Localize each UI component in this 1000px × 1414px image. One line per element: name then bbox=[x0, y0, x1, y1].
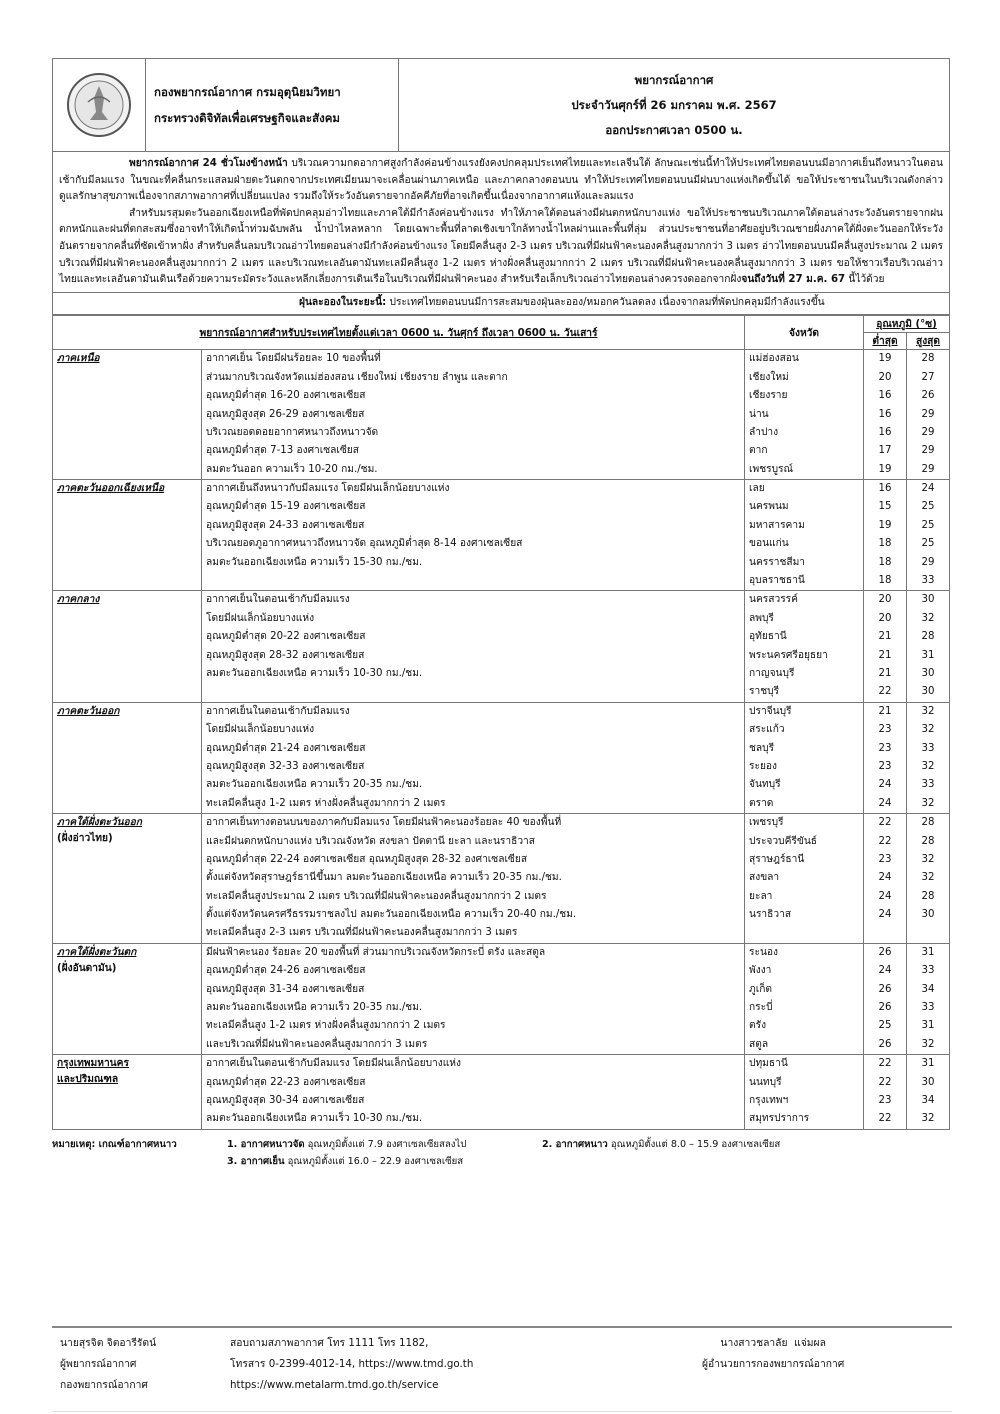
note-3 bbox=[227, 1153, 463, 1170]
region-forecast bbox=[202, 702, 745, 813]
forecast-line: อุณหภูมิต่ำสุด 21-24 องศาเซลเซียส bbox=[206, 742, 366, 754]
note-3-title: 3. อากาศเย็น bbox=[227, 1155, 285, 1167]
dust-paragraph bbox=[53, 292, 949, 312]
forecast-line: ลมตะวันออกเฉียงเหนือ ความเร็ว 20-35 กม./ชม. bbox=[206, 1002, 423, 1014]
min-temp: 18 bbox=[878, 575, 892, 587]
forecast-line: อุณหภูมิต่ำสุด 7-13 องศาเซลเซียส bbox=[206, 445, 359, 457]
max-temp: 24 bbox=[921, 483, 935, 495]
max-temp: 32 bbox=[921, 705, 935, 717]
province-name: สุราษฎร์ธานี bbox=[749, 853, 805, 865]
region-row bbox=[53, 943, 950, 1054]
province-name: ประจวบคีรีขันธ์ bbox=[749, 835, 817, 847]
min-temp: 21 bbox=[878, 705, 892, 717]
note-1-title: 1. อากาศหนาวจัด bbox=[227, 1138, 305, 1150]
min-temp: 21 bbox=[878, 631, 892, 643]
region-forecast bbox=[202, 480, 745, 591]
min-temp-column bbox=[864, 702, 907, 813]
max-temp: 25 bbox=[921, 538, 935, 550]
document-title: พยากรณ์อากาศ bbox=[634, 72, 714, 87]
forecast-line: โดยมีฝนเล็กน้อยบางแห่ง bbox=[206, 724, 315, 736]
forecast-line: บริเวณยอดดอยอากาศหนาวถึงหนาวจัด bbox=[206, 426, 379, 438]
min-temp: 22 bbox=[878, 835, 892, 847]
summary-text-2: สำหรับมรสุมตะวันออกเฉียงเหนือที่พัดปกคลุมอ่าวไทยและภาคใต้มีกำลังค่อนข้างแรง ทำให้ภาคใต้ตอนล่างมีฝนตกหนักบางแห่ง ขอให้ประชาชนบริเวณภาคใต้ตอนล่างระวังอันตรายจากฝนตกหนักและฝนที่ตกสะสมซึ่งอาจทำให้เกิดน้ำท่วมฉับพลัน น้ำป่าไหลหลาก โดยเฉพาะพื้นที่ลาดเชิงเขาใกล้ทางน้ำไหลผ่านและพื้นที่ลุ่ม ส่วนประชาชนที่อาศัยอยู่บริเวณชายฝั่งภาคใต้ฝั่งตะวันออกให้ระวังอันตรายจากคลื่นที่ซัดเข้าหาฝั่ง สำหรับคลื่นลมบริเวณอ่าวไทยตอนล่างมีกำลังค่อนข้างแรง โดยมีคลื่นสูง 2-3 เมตร บริเวณที่มีฝนฟ้าคะนองคลื่นสูงมากกว่า 3 เมตร อ่าวไทยตอนบนมีคลื่นสูงประมาณ 2 เมตร บริเวณที่มีฝนฟ้าคะนองคลื่นสูงมากกว่า 2 เมตร และบริเวณทะเลอันดามันทะเลมีคลื่นสูง 1-2 เมตร ห่างฝั่งคลื่นสูงมากกว่า 2 เมตร บริเวณที่มีฝนฟ้าคะนองคลื่นสูงมากกว่า 3 เมตร ขอให้ชาวเรือบริเวณอ่าวไทยและทะเลอันดามันเดินเรือด้วยความระมัดระวังและหลีกเลี่ยงการเดินเรือในบริเวณที่มีฝนฟ้าคะนอง สำหรับเรือเล็กบริเวณอ่าวไทยตอนล่างควรงดออกจากฝั่ง bbox=[59, 207, 943, 286]
province-name: นนทบุรี bbox=[749, 1076, 782, 1088]
region-name-cell bbox=[53, 480, 202, 591]
min-temp: 23 bbox=[878, 853, 892, 865]
region-name: ภาคใต้ฝั่งตะวันออก bbox=[57, 817, 142, 829]
region-name: ภาคกลาง bbox=[57, 594, 100, 606]
max-temp-column bbox=[907, 702, 950, 813]
max-temp-column bbox=[907, 814, 950, 944]
note-1 bbox=[227, 1136, 466, 1153]
director-name: นางสาวชลาลัย แจ่มผล bbox=[720, 1337, 826, 1349]
min-temp: 18 bbox=[878, 538, 892, 550]
max-temp: 29 bbox=[921, 445, 935, 457]
province-column bbox=[745, 943, 864, 1054]
summary-heading: พยากรณ์อากาศ 24 ชั่วโมงข้างหน้า bbox=[129, 158, 288, 169]
max-temp: 32 bbox=[921, 1113, 935, 1125]
province-name: ลพบุรี bbox=[749, 612, 774, 624]
region-row bbox=[53, 350, 950, 480]
min-temp: 24 bbox=[878, 890, 892, 902]
region-forecast bbox=[202, 943, 745, 1054]
forecast-line: บริเวณยอดภูอากาศหนาวถึงหนาวจัด อุณหภูมิต่ำสุด 8-14 องศาเซลเซียส bbox=[206, 538, 523, 550]
min-temp-column bbox=[864, 350, 907, 480]
forecast-line: และบริเวณที่มีฝนฟ้าคะนองคลื่นสูงมากกว่า 3 เมตร bbox=[206, 1038, 428, 1050]
max-temp: 25 bbox=[921, 501, 935, 513]
forecast-line: อุณหภูมิสูงสุด 30-34 องศาเซลเซียส bbox=[206, 1094, 365, 1106]
province-name: นราธิวาส bbox=[749, 909, 792, 921]
max-temp: 30 bbox=[921, 1076, 935, 1088]
min-temp: 22 bbox=[878, 1113, 892, 1125]
max-temp-column bbox=[907, 480, 950, 591]
forecast-table bbox=[52, 315, 950, 1129]
forecast-line: อุณหภูมิสูงสุด 31-34 องศาเซลเซียส bbox=[206, 983, 365, 995]
max-temp: 28 bbox=[921, 835, 935, 847]
min-temp: 16 bbox=[878, 426, 892, 438]
min-temp: 16 bbox=[878, 483, 892, 495]
org-line-1: กองพยากรณ์อากาศ กรมอุตุนิยมวิทยา bbox=[154, 85, 341, 99]
max-temp: 33 bbox=[921, 1002, 935, 1014]
region-forecast bbox=[202, 591, 745, 702]
province-name: สมุทรปราการ bbox=[749, 1113, 810, 1125]
min-temp: 24 bbox=[878, 779, 892, 791]
province-name: ระยอง bbox=[749, 760, 778, 772]
region-name-cell bbox=[53, 814, 202, 944]
min-temp: 22 bbox=[878, 1058, 892, 1070]
max-temp: 33 bbox=[921, 965, 935, 977]
max-temp-column bbox=[907, 591, 950, 702]
province-name: ตรัง bbox=[749, 1020, 767, 1032]
region-forecast bbox=[202, 814, 745, 944]
province-name: ตาก bbox=[749, 445, 768, 457]
region-subname: (ฝั่งอ่าวไทย) bbox=[57, 833, 113, 845]
province-name: อุบลราชธานี bbox=[749, 575, 805, 587]
province-name: นครราชสีมา bbox=[749, 556, 806, 568]
note-2 bbox=[542, 1136, 780, 1153]
region-row bbox=[53, 1055, 950, 1130]
province-name: เชียงใหม่ bbox=[749, 371, 789, 383]
region-row bbox=[53, 480, 950, 591]
summary-text-1: บริเวณความกดอากาศสูงกำลังค่อนข้างแรงยังคงปกคลุมประเทศไทยและทะเลจีนใต้ ลักษณะเช่นนี้ทำให้ประเทศไทยตอนบนมีอากาศเย็นถึงหนาวในตอนเช้ากับมีลมแรง ในขณะที่คลื่นกระแสลมฝ่ายตะวันตกจากประเทศเมียนมาจะเคลื่อนผ่านภาคเหนือ และภาคกลางตอนบน ทำให้ประเทศไทยตอนบนมีฝนบางแห่งเกิดขึ้นได้ ขอให้ประชาชนในบริเวณดังกล่าวดูแลรักษาสุขภาพเนื่องจากสภาพอากาศที่เปลี่ยนแปลง รวมถึงให้ระวังอันตรายจากอัคคีภัยที่อาจเกิดขึ้นเนื่องจากอากาศแห้งและลมแรง bbox=[59, 158, 943, 203]
min-temp: 22 bbox=[878, 686, 892, 698]
province-name: เพชรบูรณ์ bbox=[749, 463, 793, 475]
forecast-line: อุณหภูมิสูงสุด 28-32 องศาเซลเซียส bbox=[206, 649, 365, 661]
region-name-cell bbox=[53, 350, 202, 480]
min-temp-header bbox=[864, 333, 907, 350]
min-temp: 24 bbox=[878, 872, 892, 884]
min-temp: 23 bbox=[878, 742, 892, 754]
province-name: ภูเก็ต bbox=[749, 983, 772, 995]
footer-divider bbox=[52, 1326, 952, 1328]
min-temp: 19 bbox=[878, 463, 892, 475]
max-temp: 34 bbox=[921, 983, 935, 995]
document-header bbox=[52, 58, 950, 152]
forecast-line: ส่วนมากบริเวณจังหวัดแม่ฮ่องสอน เชียงใหม่ เชียงราย ลำพูน และตาก bbox=[206, 371, 508, 383]
region-forecast bbox=[202, 1055, 745, 1130]
region-name: กรุงเทพมหานคร bbox=[57, 1058, 129, 1070]
max-temp: 28 bbox=[921, 353, 935, 365]
seal-icon bbox=[53, 59, 146, 151]
temperature-header bbox=[864, 316, 950, 333]
forecast-line: ลมตะวันออก ความเร็ว 10-20 กม./ชม. bbox=[206, 463, 378, 475]
province-name: เชียงราย bbox=[749, 390, 788, 402]
region-name: ภาคเหนือ bbox=[57, 353, 100, 365]
province-name: ยะลา bbox=[749, 890, 773, 902]
forecast-line: อากาศเย็นในตอนเช้ากับมีลมแรง bbox=[206, 594, 350, 606]
province-name: ลำปาง bbox=[749, 426, 779, 438]
contact-service-link[interactable]: https://www.metalarm.tmd.go.th/service bbox=[230, 1379, 439, 1391]
forecast-line: ตั้งแต่จังหวัดสุราษฎร์ธานีขึ้นมา ลมตะวันออกเฉียงเหนือ ความเร็ว 20-35 กม./ชม. bbox=[206, 872, 562, 884]
region-forecast bbox=[202, 350, 745, 480]
min-temp: 26 bbox=[878, 946, 892, 958]
province-name: สระแก้ว bbox=[749, 724, 785, 736]
region-name-cell bbox=[53, 591, 202, 702]
min-temp: 20 bbox=[878, 612, 892, 624]
region-name: ภาคใต้ฝั่งตะวันตก bbox=[57, 946, 137, 958]
province-name: ชลบุรี bbox=[749, 742, 775, 754]
max-temp: 34 bbox=[921, 1094, 935, 1106]
min-temp: 23 bbox=[878, 1094, 892, 1106]
max-temp: 29 bbox=[921, 408, 935, 420]
max-temp: 30 bbox=[921, 909, 935, 921]
document-title-block bbox=[399, 59, 949, 151]
min-temp: 22 bbox=[878, 1076, 892, 1088]
min-temp: 24 bbox=[878, 965, 892, 977]
province-name: นครพนม bbox=[749, 501, 789, 513]
max-temp: 29 bbox=[921, 426, 935, 438]
forecast-line: อากาศเย็นในตอนเช้ากับมีลมแรง bbox=[206, 705, 350, 717]
max-temp-header-text: สูงสุด bbox=[915, 336, 941, 348]
province-name: น่าน bbox=[749, 408, 769, 420]
region-row bbox=[53, 814, 950, 944]
max-temp-header bbox=[907, 333, 950, 350]
province-column bbox=[745, 350, 864, 480]
province-name: ขอนแก่น bbox=[749, 538, 789, 550]
note-3-text: อุณหภูมิตั้งแต่ 16.0 – 22.9 องศาเซลเซียส bbox=[284, 1155, 464, 1167]
province-name: พระนครศรีอยุธยา bbox=[749, 649, 828, 661]
forecaster-role: ผู้พยากรณ์อากาศ bbox=[60, 1358, 137, 1370]
province-name: ราชบุรี bbox=[749, 686, 780, 698]
forecast-line: อากาศเย็นทางตอนบนของภาคกับมีลมแรง โดยมีฝนฟ้าคะนองร้อยละ 40 ของพื้นที่ bbox=[206, 817, 562, 829]
max-temp: 26 bbox=[921, 390, 935, 402]
province-name: สตูล bbox=[749, 1038, 769, 1050]
min-temp: 21 bbox=[878, 649, 892, 661]
summary-until-date: จนถึงวันที่ 27 ม.ค. 67 bbox=[741, 274, 846, 286]
province-name: ปทุมธานี bbox=[749, 1058, 788, 1070]
region-name-cell bbox=[53, 1055, 202, 1130]
summary-paragraph-1 bbox=[59, 156, 943, 206]
province-name: มหาสารคาม bbox=[749, 519, 805, 531]
province-column bbox=[745, 591, 864, 702]
min-temp: 23 bbox=[878, 760, 892, 772]
province-column bbox=[745, 702, 864, 813]
summary-paragraph-2 bbox=[59, 206, 943, 289]
region-name-cell bbox=[53, 943, 202, 1054]
min-temp: 25 bbox=[878, 1020, 892, 1032]
forecast-line: อุณหภูมิสูงสุด 24-33 องศาเซลเซียส bbox=[206, 519, 365, 531]
region-row bbox=[53, 702, 950, 813]
province-name: เพชรบุรี bbox=[749, 817, 784, 829]
min-temp: 20 bbox=[878, 594, 892, 606]
contact-phone: สอบถามสภาพอากาศ โทร 1111 โทร 1182, bbox=[230, 1337, 429, 1349]
min-temp: 26 bbox=[878, 983, 892, 995]
summary-text-2-end: นี้ไว้ด้วย bbox=[845, 274, 885, 286]
min-temp: 20 bbox=[878, 371, 892, 383]
temperature-header-text: อุณหภูมิ (°ซ) bbox=[876, 319, 937, 331]
max-temp: 33 bbox=[921, 575, 935, 587]
province-name: กาญจนบุรี bbox=[749, 667, 795, 679]
max-temp: 29 bbox=[921, 463, 935, 475]
province-name: นครสวรรค์ bbox=[749, 594, 798, 606]
forecaster-dept: กองพยากรณ์อากาศ bbox=[60, 1379, 148, 1391]
province-name: กระบี่ bbox=[749, 1002, 773, 1014]
forecast-line: ลมตะวันออกเฉียงเหนือ ความเร็ว 15-30 กม./ชม. bbox=[206, 556, 423, 568]
forecast-line: โดยมีฝนเล็กน้อยบางแห่ง bbox=[206, 612, 315, 624]
max-temp: 32 bbox=[921, 612, 935, 624]
province-name: แม่ฮ่องสอน bbox=[749, 353, 799, 365]
min-temp: 23 bbox=[878, 724, 892, 736]
forecast-line: อุณหภูมิสูงสุด 26-29 องศาเซลเซียส bbox=[206, 408, 365, 420]
table-heading bbox=[53, 316, 745, 350]
min-temp: 16 bbox=[878, 408, 892, 420]
min-temp-column bbox=[864, 480, 907, 591]
min-temp: 17 bbox=[878, 445, 892, 457]
min-temp-column bbox=[864, 1055, 907, 1130]
min-temp: 19 bbox=[878, 353, 892, 365]
province-name: อุทัยธานี bbox=[749, 631, 787, 643]
forecast-line: ลมตะวันออกเฉียงเหนือ ความเร็ว 10-30 กม./ชม. bbox=[206, 1113, 423, 1125]
forecaster-name: นายสุรจิต จิตอารีรัตน์ bbox=[60, 1337, 157, 1349]
contact-fax-web[interactable]: โทรสาร 0-2399-4012-14, https://www.tmd.go.th bbox=[230, 1358, 474, 1370]
dust-text: ประเทศไทยตอนบนมีการสะสมของฝุ่นละออง/หมอกควันลดลง เนื่องจากลมที่พัดปกคลุมมีกำลังแรงขึ้น bbox=[386, 296, 825, 308]
forecast-line: อุณหภูมิต่ำสุด 20-22 องศาเซลเซียส bbox=[206, 631, 366, 643]
min-temp: 24 bbox=[878, 797, 892, 809]
min-temp: 24 bbox=[878, 909, 892, 921]
forecast-line: อากาศเย็นถึงหนาวกับมีลมแรง โดยมีฝนเล็กน้อยบางแห่ง bbox=[206, 483, 450, 495]
forecast-line: อุณหภูมิต่ำสุด 22-23 องศาเซลเซียส bbox=[206, 1076, 366, 1088]
forecast-line: อุณหภูมิต่ำสุด 15-19 องศาเซลเซียส bbox=[206, 501, 366, 513]
province-name: ตราด bbox=[749, 797, 774, 809]
forecast-line: อุณหภูมิสูงสุด 32-33 องศาเซลเซียส bbox=[206, 760, 365, 772]
min-temp: 18 bbox=[878, 556, 892, 568]
forecast-line: ทะเลมีคลื่นสูง 1-2 เมตร ห่างฝั่งคลื่นสูงมากกว่า 2 เมตร bbox=[206, 1020, 446, 1032]
max-temp: 29 bbox=[921, 556, 935, 568]
province-name: ระนอง bbox=[749, 946, 779, 958]
region-name: ภาคตะวันออกเฉียงเหนือ bbox=[57, 483, 165, 495]
forecaster-signature bbox=[60, 1333, 156, 1396]
province-column bbox=[745, 480, 864, 591]
table-heading-text: พยากรณ์อากาศสำหรับประเทศไทยตั้งแต่เวลา 0600 น. วันศุกร์ ถึงเวลา 0600 น. วันเสาร์ bbox=[199, 327, 598, 339]
max-temp: 32 bbox=[921, 1038, 935, 1050]
issue-time: ออกประกาศเวลา 0500 น. bbox=[605, 122, 743, 137]
max-temp: 31 bbox=[921, 1020, 935, 1032]
note-1-text: อุณหภูมิตั้งแต่ 7.9 องศาเซลเซียสลงไป bbox=[304, 1138, 467, 1150]
max-temp: 28 bbox=[921, 890, 935, 902]
bottom-divider bbox=[52, 1411, 952, 1412]
region-row bbox=[53, 591, 950, 702]
max-temp: 31 bbox=[921, 1058, 935, 1070]
max-temp: 33 bbox=[921, 779, 935, 791]
director-role: ผู้อำนวยการกองพยากรณ์อากาศ bbox=[702, 1358, 845, 1370]
max-temp: 28 bbox=[921, 817, 935, 829]
forecast-line: ลมตะวันออกเฉียงเหนือ ความเร็ว 20-35 กม./ชม. bbox=[206, 779, 423, 791]
forecast-document bbox=[52, 58, 950, 1167]
province-name: จันทบุรี bbox=[749, 779, 781, 791]
min-temp: 22 bbox=[878, 817, 892, 829]
max-temp: 25 bbox=[921, 519, 935, 531]
min-temp: 15 bbox=[878, 501, 892, 513]
min-temp: 26 bbox=[878, 1002, 892, 1014]
min-temp-header-text: ต่ำสุด bbox=[872, 336, 898, 348]
organization bbox=[146, 59, 399, 151]
note-2-text: อุณหภูมิตั้งแต่ 8.0 – 15.9 องศาเซลเซียส bbox=[607, 1138, 781, 1150]
region-subname: และปริมณฑล bbox=[57, 1074, 119, 1086]
forecast-table-body bbox=[53, 350, 950, 1129]
forecast-line: ทะเลมีคลื่นสูงประมาณ 2 เมตร บริเวณที่มีฝนฟ้าคะนองคลื่นสูงมากกว่า 2 เมตร bbox=[206, 890, 547, 902]
max-temp: 30 bbox=[921, 594, 935, 606]
province-name: กรุงเทพฯ bbox=[749, 1094, 789, 1106]
max-temp: 30 bbox=[921, 667, 935, 679]
forecast-line: มีฝนฟ้าคะนอง ร้อยละ 20 ของพื้นที่ ส่วนมากบริเวณจังหวัดกระบี่ ตรัง และสตูล bbox=[206, 946, 546, 958]
forecast-line: และมีฝนตกหนักบางแห่ง บริเวณจังหวัด สงขลา ปัตตานี ยะลา และนราธิวาส bbox=[206, 835, 535, 847]
max-temp-column bbox=[907, 943, 950, 1054]
province-column bbox=[745, 814, 864, 944]
min-temp: 16 bbox=[878, 390, 892, 402]
province-name: เลย bbox=[749, 483, 765, 495]
province-name: พังงา bbox=[749, 965, 772, 977]
forecast-line: อุณหภูมิต่ำสุด 16-20 องศาเซลเซียส bbox=[206, 390, 366, 402]
summary-section bbox=[52, 152, 950, 315]
province-header: จังหวัด bbox=[745, 316, 864, 350]
min-temp-column bbox=[864, 591, 907, 702]
forecast-line: อากาศเย็น โดยมีฝนร้อยละ 10 ของพื้นที่ bbox=[206, 353, 381, 365]
forecast-line: ตั้งแต่จังหวัดนครศรีธรรมราชลงไป ลมตะวันออกเฉียงเหนือ ความเร็ว 20-40 กม./ชม. bbox=[206, 909, 577, 921]
max-temp: 27 bbox=[921, 371, 935, 383]
max-temp: 31 bbox=[921, 649, 935, 661]
forecast-line: ทะเลมีคลื่นสูง 2-3 เมตร บริเวณที่มีฝนฟ้าคะนองคลื่นสูงมากกว่า 3 เมตร bbox=[206, 927, 518, 939]
max-temp: 32 bbox=[921, 853, 935, 865]
max-temp: 31 bbox=[921, 946, 935, 958]
max-temp: 32 bbox=[921, 760, 935, 772]
contact-info bbox=[230, 1333, 473, 1396]
max-temp: 32 bbox=[921, 797, 935, 809]
min-temp-column bbox=[864, 814, 907, 944]
min-temp: 19 bbox=[878, 519, 892, 531]
max-temp-column bbox=[907, 350, 950, 480]
forecast-line: อากาศเย็นในตอนเช้ากับมีลมแรง โดยมีฝนเล็กน้อยบางแห่ง bbox=[206, 1058, 461, 1070]
max-temp: 33 bbox=[921, 742, 935, 754]
note-2-title: 2. อากาศหนาว bbox=[542, 1138, 608, 1150]
org-line-2: กระทรวงดิจิทัลเพื่อเศรษฐกิจและสังคม bbox=[154, 111, 340, 125]
max-temp-column bbox=[907, 1055, 950, 1130]
min-temp: 26 bbox=[878, 1038, 892, 1050]
province-name: ปราจีนบุรี bbox=[749, 705, 792, 717]
min-temp-column bbox=[864, 943, 907, 1054]
region-name: ภาคตะวันออก bbox=[57, 705, 120, 717]
max-temp: 32 bbox=[921, 872, 935, 884]
max-temp: 32 bbox=[921, 724, 935, 736]
region-subname: (ฝั่งอันดามัน) bbox=[57, 962, 117, 974]
province-name: สงขลา bbox=[749, 872, 780, 884]
notes-label: หมายเหตุ: เกณฑ์อากาศหนาว bbox=[52, 1138, 177, 1150]
province-column bbox=[745, 1055, 864, 1130]
dust-heading: ฝุ่นละอองในระยะนี้: bbox=[299, 296, 387, 308]
max-temp: 30 bbox=[921, 686, 935, 698]
forecast-line: อุณหภูมิต่ำสุด 24-26 องศาเซลเซียส bbox=[206, 965, 366, 977]
region-name-cell bbox=[53, 702, 202, 813]
forecast-date: ประจำวันศุกร์ที่ 26 มกราคม พ.ศ. 2567 bbox=[571, 97, 777, 112]
max-temp: 28 bbox=[921, 631, 935, 643]
director-signature bbox=[702, 1333, 844, 1375]
forecast-line: ทะเลมีคลื่นสูง 1-2 เมตร ห่างฝั่งคลื่นสูงมากกว่า 2 เมตร bbox=[206, 797, 446, 809]
forecast-line: อุณหภูมิต่ำสุด 22-24 องศาเซลเซียส อุณหภูมิสูงสุด 28-32 องศาเซลเซียส bbox=[206, 853, 528, 865]
forecast-line: ลมตะวันออกเฉียงเหนือ ความเร็ว 10-30 กม./ชม. bbox=[206, 667, 423, 679]
min-temp: 21 bbox=[878, 667, 892, 679]
